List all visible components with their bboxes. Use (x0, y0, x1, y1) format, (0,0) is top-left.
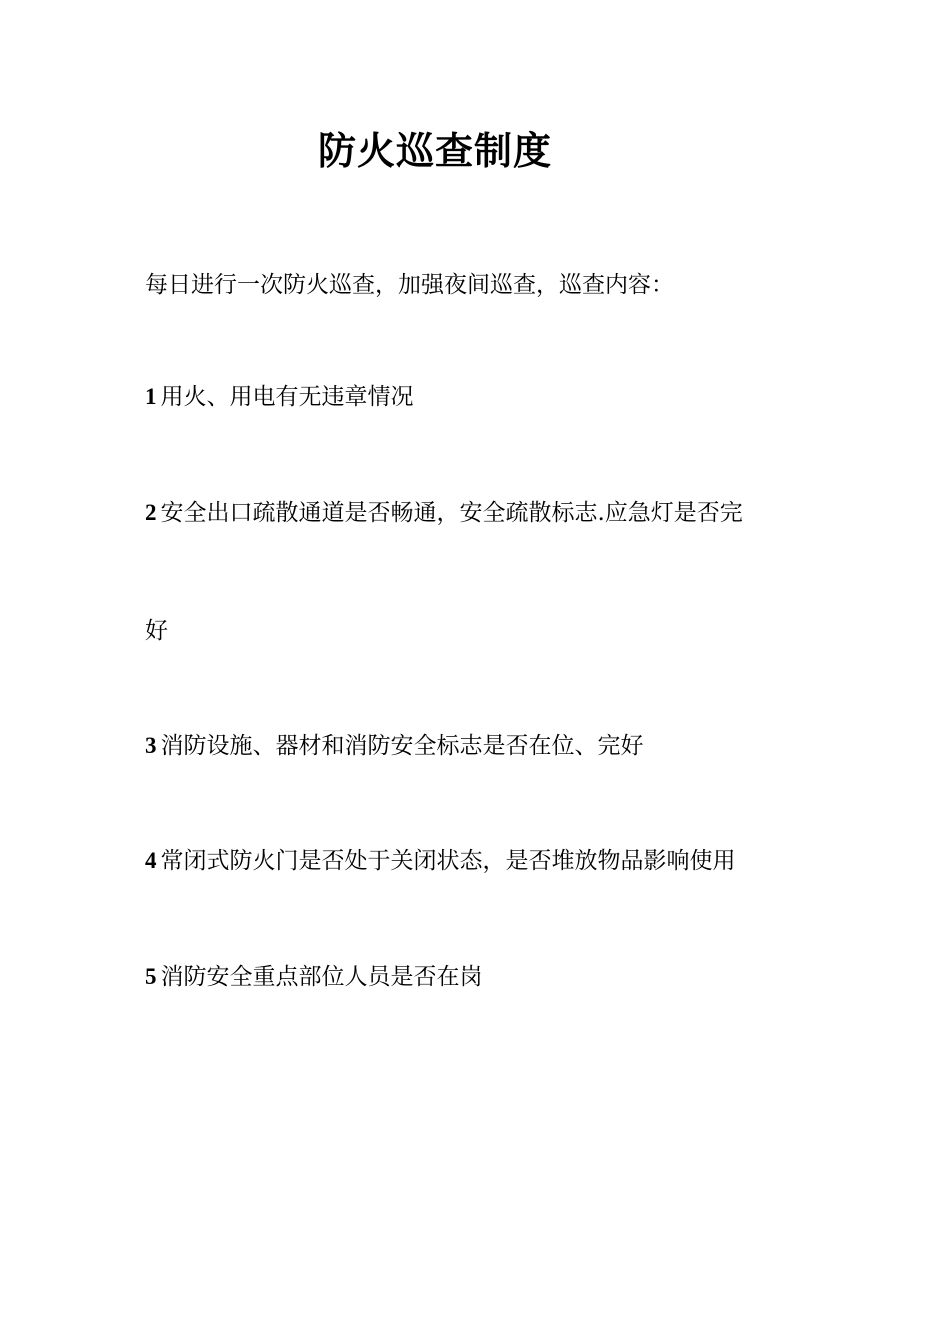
list-item-3 (145, 731, 644, 761)
item-number: 3 (145, 733, 157, 758)
item-text: 消防安全重点部位人员是否在岗 (160, 964, 483, 990)
list-item-5 (145, 962, 483, 992)
item-number: 1 (145, 384, 157, 409)
item-number: 4 (145, 848, 157, 873)
list-item-1 (145, 382, 414, 412)
item-text: 安全出口疏散通道是否畅通，安全疏散标志.应急灯是否完 (160, 500, 743, 526)
item-text: 用火、用电有无违章情况 (160, 384, 414, 410)
item-text: 消防设施、器材和消防安全标志是否在位、完好 (160, 733, 644, 759)
document-title: 防火巡查制度 (317, 129, 552, 173)
item-number: 5 (145, 964, 157, 989)
item-number: 2 (145, 500, 157, 525)
intro-paragraph: 每日进行一次防火巡查，加强夜间巡查，巡查内容： (145, 272, 674, 298)
list-item-2-continuation: 好 (145, 618, 168, 644)
item-text: 常闭式防火门是否处于关闭状态，是否堆放物品影响使用 (160, 848, 736, 874)
list-item-2 (145, 498, 743, 528)
list-item-4 (145, 846, 736, 876)
